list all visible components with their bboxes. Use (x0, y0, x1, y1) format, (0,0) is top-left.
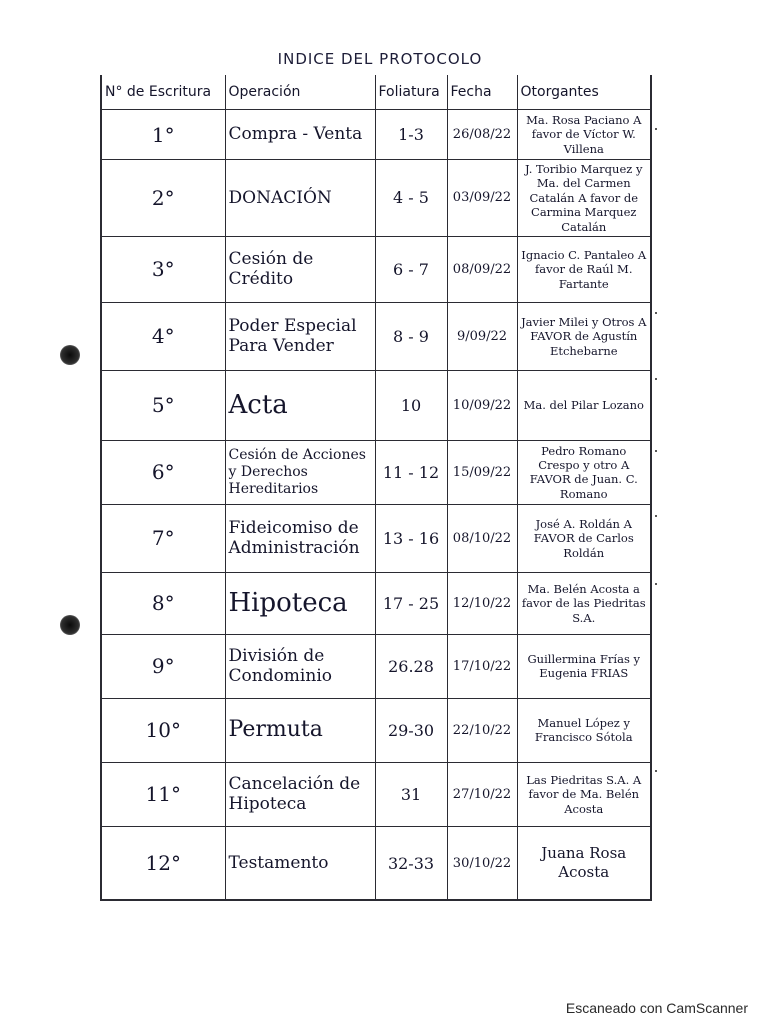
table-row (101, 762, 651, 826)
cell-operacion: Cesión de Crédito (225, 236, 375, 302)
cell-foliatura: 13 - 16 (375, 504, 447, 572)
cell-fecha: 08/10/22 (447, 504, 517, 572)
cell-foliatura: 11 - 12 (375, 440, 447, 504)
cell-escritura: 9° (101, 634, 225, 698)
cell-otorgantes: Juana Rosa Acosta (517, 826, 651, 900)
table-row (101, 504, 651, 572)
header-foliatura: Foliatura (375, 75, 447, 110)
cell-otorgantes: José A. Roldán A FAVOR de Carlos Roldán (517, 504, 651, 572)
table-row (101, 572, 651, 634)
cell-otorgantes: Pedro Romano Crespo y otro A FAVOR de Juan. C. Romano (517, 440, 651, 504)
punch-hole (60, 615, 80, 635)
header-escritura: N° de Escritura (101, 75, 225, 110)
cell-foliatura: 31 (375, 762, 447, 826)
margin-dot (655, 515, 657, 517)
cell-foliatura: 32-33 (375, 826, 447, 900)
cell-operacion: Compra - Venta (225, 110, 375, 160)
table-row (101, 160, 651, 237)
header-otorgantes: Otorgantes (517, 75, 651, 110)
cell-fecha: 10/09/22 (447, 370, 517, 440)
margin-dot (655, 770, 657, 772)
header-operacion: Operación (225, 75, 375, 110)
cell-fecha: 22/10/22 (447, 698, 517, 762)
cell-operacion: Hipoteca (225, 572, 375, 634)
cell-otorgantes: Javier Milei y Otros A FAVOR de Agustín Etchebarne (517, 302, 651, 370)
cell-escritura: 5° (101, 370, 225, 440)
cell-otorgantes: J. Toribio Marquez y Ma. del Carmen Catalán A favor de Carmina Marquez Catalán (517, 160, 651, 237)
scanner-watermark: Escaneado con CamScanner (565, 1000, 748, 1016)
cell-foliatura: 29-30 (375, 698, 447, 762)
margin-dot (655, 378, 657, 380)
cell-escritura: 10° (101, 698, 225, 762)
cell-operacion: Poder Especial Para Vender (225, 302, 375, 370)
cell-otorgantes: Las Piedritas S.A. A favor de Ma. Belén Acosta (517, 762, 651, 826)
table-row (101, 440, 651, 504)
cell-otorgantes: Ma. del Pilar Lozano (517, 370, 651, 440)
protocol-index-table (100, 75, 652, 901)
cell-operacion: Permuta (225, 698, 375, 762)
header-row (101, 75, 651, 110)
page-title: INDICE DEL PROTOCOLO (277, 50, 483, 68)
cell-operacion: Testamento (225, 826, 375, 900)
cell-escritura: 1° (101, 110, 225, 160)
cell-fecha: 26/08/22 (447, 110, 517, 160)
cell-escritura: 7° (101, 504, 225, 572)
punch-hole (60, 345, 80, 365)
cell-foliatura: 10 (375, 370, 447, 440)
table-row (101, 302, 651, 370)
margin-dot (655, 450, 657, 452)
cell-operacion: Cancelación de Hipoteca (225, 762, 375, 826)
cell-escritura: 2° (101, 160, 225, 237)
cell-operacion: Cesión de Acciones y Derechos Hereditarios (225, 440, 375, 504)
header-fecha: Fecha (447, 75, 517, 110)
cell-operacion: DONACIÓN (225, 160, 375, 237)
margin-dot (655, 312, 657, 314)
cell-otorgantes: Ma. Belén Acosta a favor de las Piedritas S.A. (517, 572, 651, 634)
cell-foliatura: 1-3 (375, 110, 447, 160)
margin-dot (655, 583, 657, 585)
cell-foliatura: 6 - 7 (375, 236, 447, 302)
cell-otorgantes: Ignacio C. Pantaleo A favor de Raúl M. Fartante (517, 236, 651, 302)
cell-fecha: 03/09/22 (447, 160, 517, 237)
cell-escritura: 12° (101, 826, 225, 900)
cell-fecha: 27/10/22 (447, 762, 517, 826)
cell-foliatura: 8 - 9 (375, 302, 447, 370)
table-row (101, 634, 651, 698)
table-row (101, 370, 651, 440)
cell-escritura: 6° (101, 440, 225, 504)
cell-otorgantes: Ma. Rosa Paciano A favor de Víctor W. Villena (517, 110, 651, 160)
cell-otorgantes: Guillermina Frías y Eugenia FRIAS (517, 634, 651, 698)
cell-fecha: 15/09/22 (447, 440, 517, 504)
cell-escritura: 8° (101, 572, 225, 634)
cell-escritura: 4° (101, 302, 225, 370)
cell-foliatura: 17 - 25 (375, 572, 447, 634)
table-row (101, 236, 651, 302)
cell-fecha: 12/10/22 (447, 572, 517, 634)
cell-fecha: 9/09/22 (447, 302, 517, 370)
cell-foliatura: 4 - 5 (375, 160, 447, 237)
cell-operacion: Fideicomiso de Administración (225, 504, 375, 572)
table-row (101, 698, 651, 762)
cell-operacion: División de Condominio (225, 634, 375, 698)
cell-operacion: Acta (225, 370, 375, 440)
cell-foliatura: 26.28 (375, 634, 447, 698)
table-row (101, 826, 651, 900)
margin-dot (655, 128, 657, 130)
cell-escritura: 3° (101, 236, 225, 302)
cell-fecha: 17/10/22 (447, 634, 517, 698)
table-row (101, 110, 651, 160)
cell-fecha: 30/10/22 (447, 826, 517, 900)
cell-otorgantes: Manuel López y Francisco Sótola (517, 698, 651, 762)
cell-fecha: 08/09/22 (447, 236, 517, 302)
cell-escritura: 11° (101, 762, 225, 826)
